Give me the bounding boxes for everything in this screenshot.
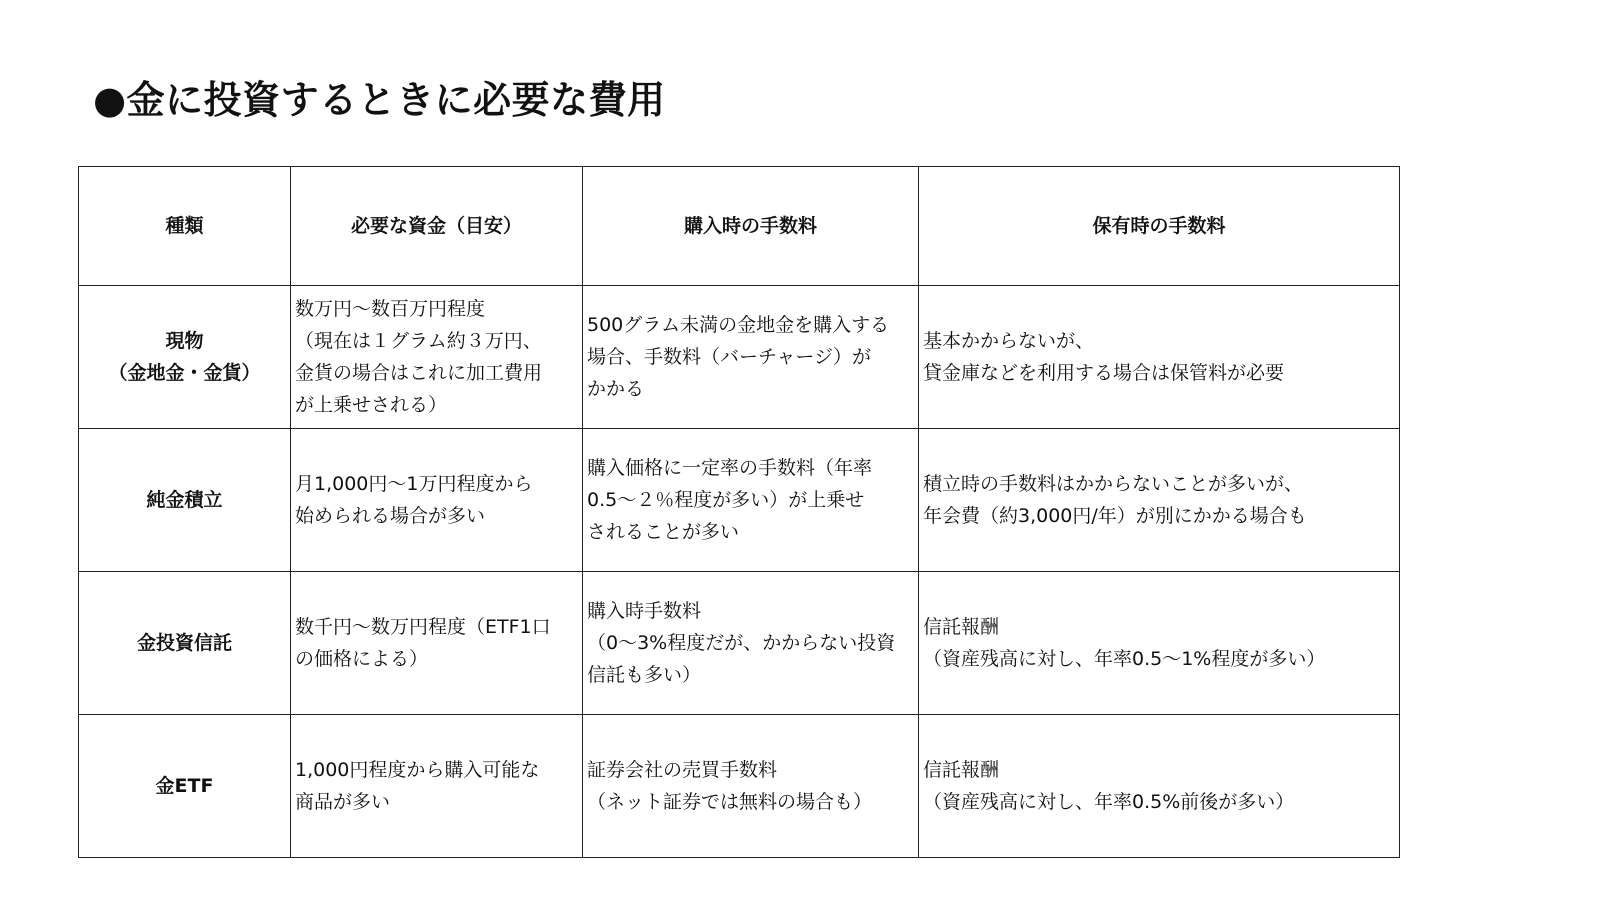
cell-text: 信託報酬: [923, 616, 1000, 638]
header-purchase-fee: 購入時の手数料: [583, 167, 919, 286]
holding-fee-cell: [919, 429, 1400, 572]
purchase-fee-cell: [583, 715, 919, 858]
table-row: [79, 715, 1400, 858]
cell-text: 金投資信託: [136, 632, 232, 654]
cell-text: 信託報酬: [923, 759, 1000, 781]
cell-text: 現物: [165, 330, 204, 352]
funds-cell: [291, 572, 583, 715]
header-holding-fee: 保有時の手数料: [919, 167, 1400, 286]
cell-text: 証券会社の売買手数料: [587, 759, 778, 781]
cell-text: 購入時手数料: [587, 600, 702, 622]
table-row: [79, 286, 1400, 429]
cell-text: の価格による）: [295, 648, 429, 670]
cell-text: 数千円〜数万円程度（ETF1口: [295, 616, 551, 638]
cell-text: （現在は１グラム約３万円、: [295, 330, 542, 352]
cell-text: が上乗せされる）: [295, 394, 448, 416]
cell-text: 金貨の場合はこれに加工費用: [295, 362, 543, 384]
cell-text: 500グラム未満の金地金を購入する: [587, 314, 890, 336]
row-type-cell: [79, 286, 291, 429]
cell-text: されることが多い: [587, 521, 740, 543]
cell-text: 場合、手数料（バーチャージ）が: [587, 346, 872, 368]
cell-text: （金地金・金貨）: [108, 362, 261, 384]
purchase-fee-cell: [583, 286, 919, 429]
purchase-fee-cell: [583, 572, 919, 715]
cell-text: 貸金庫などを利用する場合は保管料が必要: [923, 362, 1285, 384]
funds-cell: [291, 715, 583, 858]
cell-text: 商品が多い: [295, 791, 391, 813]
cell-text: 基本かからないが、: [923, 330, 1095, 352]
table-row: [79, 429, 1400, 572]
gold-investment-cost-table: [78, 166, 1400, 858]
cell-text: （資産残高に対し、年率0.5%前後が多い）: [923, 791, 1295, 813]
cell-text: 金ETF: [155, 775, 214, 797]
cell-text: 購入価格に一定率の手数料（年率: [587, 457, 873, 479]
row-type-cell: [79, 429, 291, 572]
page-title: ●金に投資するときに必要な費用: [93, 78, 666, 122]
cell-text: （0〜3%程度だが、かからない投資: [587, 632, 896, 654]
row-type-cell: [79, 572, 291, 715]
cell-text: 年会費（約3,000円/年）が別にかかる場合も: [923, 505, 1307, 527]
cell-text: 月1,000円〜1万円程度から: [295, 473, 533, 495]
funds-cell: [291, 429, 583, 572]
cell-text: 0.5〜２％程度が多い）が上乗せ: [587, 489, 865, 511]
holding-fee-cell: [919, 715, 1400, 858]
cell-text: 数万円〜数百万円程度: [295, 298, 486, 320]
header-required-funds: 必要な資金（目安）: [291, 167, 583, 286]
cell-text: かかる: [587, 378, 645, 400]
row-type-cell: [79, 715, 291, 858]
cell-text: 始められる場合が多い: [295, 505, 486, 527]
header-type: 種類: [79, 167, 291, 286]
table-row: [79, 572, 1400, 715]
cell-text: 積立時の手数料はかからないことが多いが、: [923, 473, 1304, 495]
cell-text: 純金積立: [146, 489, 223, 511]
holding-fee-cell: [919, 286, 1400, 429]
holding-fee-cell: [919, 572, 1400, 715]
cell-text: （資産残高に対し、年率0.5〜1%程度が多い）: [923, 648, 1326, 670]
cell-text: 1,000円程度から購入可能な: [295, 759, 540, 781]
cell-text: （ネット証券では無料の場合も）: [587, 791, 873, 813]
funds-cell: [291, 286, 583, 429]
purchase-fee-cell: [583, 429, 919, 572]
table-header-row: [79, 167, 1400, 286]
cell-text: 信託も多い）: [587, 664, 702, 686]
